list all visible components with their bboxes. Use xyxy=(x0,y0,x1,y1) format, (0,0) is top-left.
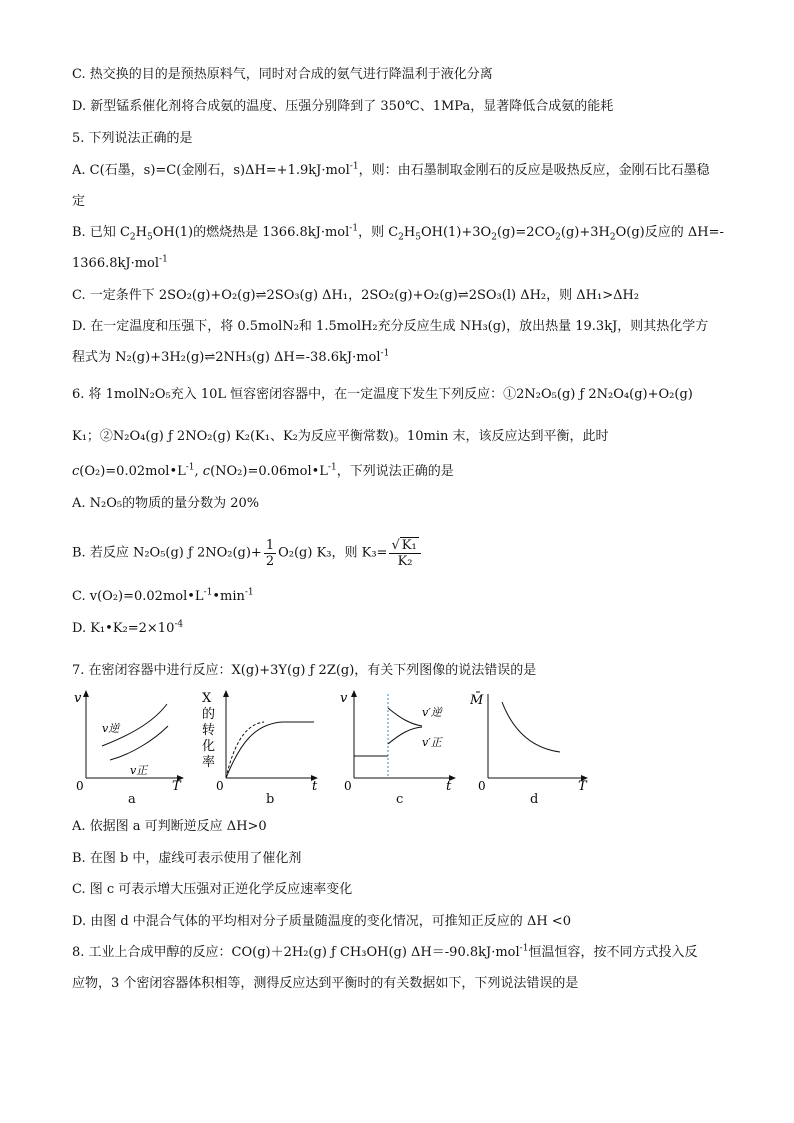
graph-b-yaxis-1: X xyxy=(202,691,212,706)
question-8-stem-2: 应物，3 个密闭容器体积相等，测得反应达到平衡时的有关数据如下，下列说法错误的是 xyxy=(72,976,579,991)
q5-option-a: A. C(石墨，s)=C(金刚石，s)ΔH=+1.9kJ·mol$^{-1}$，则：由石墨制取金刚石的反应是吸热反应，金刚石比石墨稳 xyxy=(72,161,710,178)
question-8-stem: 8. 工业上合成甲醇的反应：CO(g)＋2H₂(g) ƒ CH₃OH(g) ΔH＝-90.8kJ·mol$^{-1}$恒温恒容，按不同方式投入反 xyxy=(72,943,698,960)
graph-b xyxy=(200,688,325,792)
graph-b-yaxis-5: 率 xyxy=(202,755,216,770)
graph-b-yaxis-4: 化 xyxy=(202,739,216,754)
q7-option-a: A. 依据图 a 可判断逆反应 ΔH>0 xyxy=(72,819,267,834)
q5-option-d: D. 在一定温度和压强下，将 0.5molN₂和 1.5molH₂充分反应生成 NH₃(g)，放出热量 19.3kJ，则其热化学方 xyxy=(72,319,709,334)
question-6-stem: 6. 将 1molN₂O₅充入 10L 恒容密闭容器中，在一定温度下发生下列反应：①2N₂O₅(g) ƒ 2N₂O₄(g)+O₂(g) xyxy=(72,387,693,402)
graph-a-yaxis: v xyxy=(74,691,82,706)
q5-option-a-cont: 定 xyxy=(72,194,86,209)
graph-a-curve1: v逆 xyxy=(102,722,120,735)
graph-c-label: c xyxy=(396,792,404,807)
question-7-stem: 7. 在密闭容器中进行反应：X(g)+3Y(g) ƒ 2Z(g)，有关下列图像的说法错误的是 xyxy=(72,663,537,678)
graph-b-origin: 0 xyxy=(216,779,224,792)
graph-c-curve1: v′逆 xyxy=(422,706,442,719)
q5-option-c: C. 一定条件下 2SO₂(g)+O₂(g)⇌2SO₃(g) ΔH₁，2SO₂(g)+O₂(g)⇌2SO₃(l) ΔH₂，则 ΔH₁>ΔH₂ xyxy=(72,288,640,303)
fraction-k3: $\frac{\text{√ K₁}}{\text{K₂}}$ xyxy=(389,537,420,569)
q6-option-c: C. $v(O_2)=0.02mol•L^{-1}•\min^{-1}$ xyxy=(72,587,254,604)
question-6-stem-2: K₁；②N₂O₄(g) ƒ 2NO₂(g) K₂(K₁、K₂为反应平衡常数)。10min 末，该反应达到平衡，此时 xyxy=(72,429,609,444)
q7-option-b: B. 在图 b 中，虚线可表示使用了催化剂 xyxy=(72,851,302,866)
graph-c xyxy=(338,688,463,792)
graph-c-xaxis: t xyxy=(446,779,452,792)
graph-b-yaxis-3: 转 xyxy=(202,723,216,738)
question-5-stem: 5. 下列说法正确的是 xyxy=(72,131,193,146)
question-6-stem-3: $c(O_2)=0.02mol•L^{-1}$, $c(NO_2)=0.06mol•L^{-1}$，下列说法正确的是 xyxy=(72,462,454,479)
graph-d-label: d xyxy=(530,792,539,807)
q5-option-d-cont: 程式为 N₂(g)+3H₂(g)⇌2NH₃(g) ΔH=-38.6kJ·mol$^{-1}$ xyxy=(72,348,390,365)
graph-b-label: b xyxy=(266,792,275,807)
graph-d xyxy=(470,688,595,792)
q5-option-b-cont: 1366.8kJ·mol$^{-1}$ xyxy=(72,254,168,271)
graph-a-curve2: v正 xyxy=(130,764,148,777)
sqrt-symbol: √ xyxy=(391,538,400,553)
q5-option-b: B. 已知 $C_2H_5OH(1)$的燃烧热是 1366.8kJ·mol$^{-1}$，则 $C_2H_5OH(1)+3O_2(g)=2CO_2(g)+3H_2O(g)$反应的 ΔH=- xyxy=(72,223,724,243)
graph-a xyxy=(72,688,192,792)
q6-option-d: D. $K_1•K_2=2\times 10^{-4}$ xyxy=(72,619,184,636)
fraction-half: $\frac{1}{2}$ xyxy=(265,537,275,569)
q7-option-c: C. 图 c 可表示增大压强对正逆化学反应速率变化 xyxy=(72,882,353,897)
graph-a-xaxis: T xyxy=(172,779,181,792)
q6-option-a: A. N₂O₅的物质的量分数为 20% xyxy=(72,496,260,511)
graph-c-curve2: v′正 xyxy=(422,736,442,749)
option-5d-prev: D. 新型锰系催化剂将合成氨的温度、压强分别降到了 350℃、1MPa，显著降低合成氨的能耗 xyxy=(72,99,614,114)
graph-b-yaxis-2: 的 xyxy=(202,707,216,722)
graph-c-origin: 0 xyxy=(344,779,352,792)
q6-option-b: B. 若反应 N₂O₅(g) ƒ 2NO₂(g)+ $\frac{1}{2}$ O₂(g) K₃，则 K₃= $\frac{\text{√ K₁}}{\text{K₂}}$ xyxy=(72,537,423,569)
graph-a-label: a xyxy=(128,792,136,807)
graph-c-yaxis: v xyxy=(340,691,348,706)
graph-a-origin: 0 xyxy=(76,779,84,792)
graph-d-yaxis: M̄ xyxy=(470,693,484,708)
graph-d-xaxis: T xyxy=(578,779,587,792)
graph-d-origin: 0 xyxy=(478,779,486,792)
option-5c-prev: C. 热交换的目的是预热原料气，同时对合成的氨气进行降温利于液化分离 xyxy=(72,67,493,82)
graph-b-xaxis: t xyxy=(312,779,318,792)
q7-option-d: D. 由图 d 中混合气体的平均相对分子质量随温度的变化情况，可推知正反应的 ΔH <0 xyxy=(72,914,571,929)
